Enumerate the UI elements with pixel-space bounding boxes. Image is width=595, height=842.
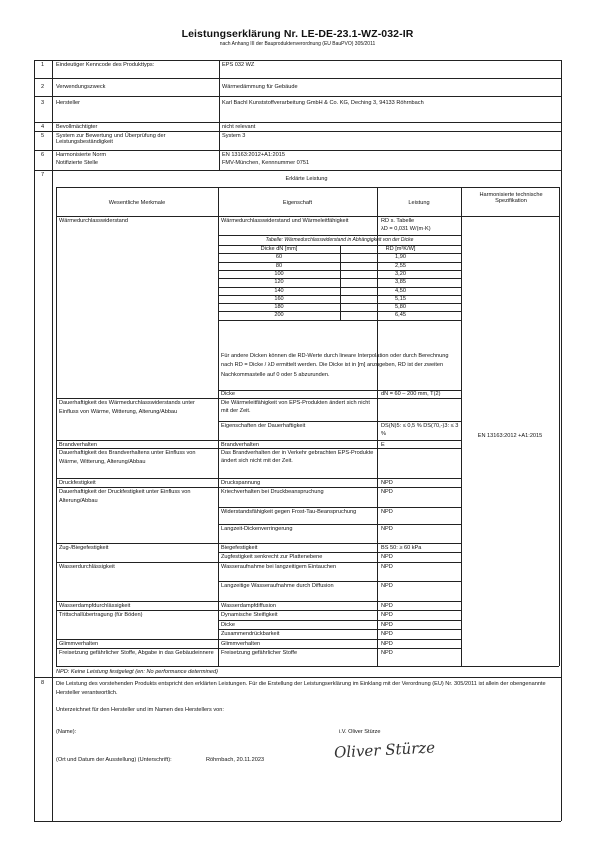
- inner-cell-rd: 3,85: [395, 279, 406, 286]
- frame-bottom: [34, 821, 561, 822]
- col-header-merkmale: Wesentliche Merkmale: [108, 200, 166, 206]
- col-header-eigenschaft: Eigenschaft: [282, 200, 313, 206]
- inner-cell-dicke: 140: [274, 287, 284, 294]
- merkmal-cell: Brandverhalten: [59, 442, 97, 448]
- inner-cell-dicke: 100: [274, 270, 284, 277]
- merkmal-cell: Trittschallübertragung (für Böden): [59, 612, 143, 618]
- inner-cell-rd: 1,90: [395, 254, 406, 261]
- row-value-kenncode: EPS 032 WZ: [222, 62, 255, 68]
- leistung-cell: NPD: [381, 603, 393, 609]
- inner-cell-rd: 6,45: [395, 312, 406, 319]
- merkmal-cell: Wasserdampfdurchlässigkeit: [59, 603, 131, 609]
- document-title: Leistungserklärung Nr. LE-DE-23.1-WZ-032-IR: [181, 28, 414, 40]
- inner-head-rd: RD [m²K/W]: [385, 246, 416, 252]
- inner-cell-rd: 5,15: [395, 295, 406, 302]
- merkmal-cell: Dauerhaftigkeit des Wärmedurchlasswiderstands unter Einfluss von Wärme, Witterung, Alterung/Abbau: [59, 400, 195, 415]
- section-title-erklaerte-leistung: Erklärte Leistung: [285, 176, 328, 182]
- row-value-norm: EN 13163:2012+A1:2015: [222, 152, 285, 158]
- inner-cell-dicke: 180: [274, 304, 284, 311]
- frame-top: [34, 60, 561, 61]
- eigenschaft-cell: Wasseraufnahme bei langzeitigem Eintauchen: [221, 564, 337, 570]
- eigenschaft-waermedurchlass: Wärmedurchlasswiderstand und Wärmeleitfähigkeit: [221, 218, 349, 224]
- number-column-line: [52, 60, 53, 821]
- row-number-7: 7: [41, 172, 45, 178]
- leistung-cell: NPD: [381, 612, 393, 618]
- handwritten-signature: Oliver Stürze: [333, 738, 436, 762]
- merkmal-cell: Dauerhaftigkeit der Druckfestigkeit unter Einfluss von Alterung/Abbau: [59, 489, 191, 504]
- eigenschaft-cell: Druckspannung: [221, 480, 261, 486]
- leistung-cell: NPD: [381, 509, 393, 515]
- value-column-line: [219, 60, 220, 170]
- inner-cell-rd: 4,50: [395, 287, 406, 294]
- interpolation-note: Für andere Dicken können die RD-Werte durch lineare Interpolation oder durch Berechnung nach RD = Dicke / λD ermittelt werden. Die Dicke ist in [m] anzugeben, RD ist der zweiten Nachkommastelle auf 0 oder 5 abzurunden.: [221, 353, 449, 378]
- frame-right: [561, 60, 562, 821]
- name-label: (Name):: [56, 729, 77, 735]
- row-number-4: 4: [41, 124, 45, 130]
- eigenschaft-cell: Kriechverhalten bei Druckbeanspruchung: [221, 489, 324, 495]
- leistung-cell: NPD: [381, 650, 393, 656]
- leistung-cell: E: [381, 442, 385, 448]
- document-subtitle: nach Anhang III der Bauproduktenverordnung (EU BauPVO) 305/2011: [219, 41, 376, 47]
- merkmal-cell: Druckfestigkeit: [59, 480, 96, 486]
- name-value: i.V. Oliver Stürze: [339, 729, 381, 735]
- inner-cell-dicke: 120: [274, 279, 284, 286]
- eigenschaft-cell: Wasserdampfdiffusion: [221, 603, 277, 609]
- row-value-system: System 3: [222, 133, 246, 139]
- eigenschaft-cell: Dicke: [221, 622, 235, 628]
- leistung-cell: NPD: [381, 583, 393, 589]
- eigenschaft-cell: Langzeit-Dickenverringerung: [221, 526, 293, 532]
- leistung-cell: NPD: [381, 489, 393, 495]
- eigenschaft-cell: Die Wärmeleitfähigkeit von EPS-Produkten ändert sich nicht mit der Zeit.: [221, 400, 370, 415]
- spec-value: EN 13163:2012 +A1:2015: [477, 433, 543, 439]
- leistung-rd: RD s. Tabelle: [381, 218, 415, 224]
- row-label-stelle: Notifizierte Stelle: [56, 160, 98, 166]
- row-label-verwendung: Verwendungszweck: [56, 84, 106, 90]
- inner-cell-dicke: 60: [275, 254, 283, 261]
- place-date-label: (Ort und Datum der Ausstellung) (Unterschrift):: [56, 757, 172, 763]
- merkmal-waermedurchlasswiderstand: Wärmedurchlasswiderstand: [59, 218, 129, 224]
- eigenschaft-dicke: Dicke: [221, 391, 235, 397]
- eigenschaft-cell: Eigenschaften der Dauerhaftigkeit: [221, 423, 306, 429]
- inner-cell-dicke: 200: [274, 312, 284, 319]
- eigenschaft-cell: Zusammendrückbarkeit: [221, 631, 280, 637]
- merkmal-cell: Glimmverhalten: [59, 641, 99, 647]
- npd-note: NPD: Keine Leistung festgelegt (en: No performance determined): [56, 669, 218, 675]
- eigenschaft-cell: Das Brandverhalten der in Verkehr gebrachten EPS-Produkte ändert sich nicht mit der Zeit.: [221, 450, 374, 465]
- leistung-cell: NPD: [381, 622, 393, 628]
- inner-cell-dicke: 80: [275, 262, 283, 269]
- leistung-cell: NPD: [381, 526, 393, 532]
- place-date-value: Röhrnbach, 20.11.2023: [206, 757, 265, 763]
- row-number-1: 1: [41, 62, 45, 68]
- perf-table-bottom: [56, 666, 559, 667]
- row-number-5: 5: [41, 133, 45, 139]
- leistung-cell: DS(N)5: ≤ 0,5 % DS(70,-)3: ≤ 3 %: [381, 423, 459, 437]
- eigenschaft-cell: Glimmverhalten: [221, 641, 261, 647]
- inner-cell-rd: 5,80: [395, 304, 406, 311]
- merkmal-cell: Wasserdurchlässigkeit: [59, 564, 115, 570]
- leistung-dicke: dN = 60 – 200 mm, T(2): [381, 391, 441, 397]
- eigenschaft-cell: Freisetzung gefährlicher Stoffe: [221, 650, 298, 656]
- row-label-bevollmaechtigter: Bevollmächtigter: [56, 124, 98, 130]
- leistung-cell: NPD: [381, 480, 393, 486]
- merkmal-cell: Dauerhaftigkeit des Brandverhaltens unter Einfluss von Wärme, Witterung, Alterung/Abbau: [59, 450, 196, 465]
- inner-cell-dicke: 160: [274, 295, 284, 302]
- row-value-bevollmaechtigter: nicht relevant: [222, 124, 256, 130]
- inner-table-rule: [218, 320, 461, 321]
- row-label-norm: Harmonisierte Norm: [56, 152, 107, 158]
- row-label-system: System zur Bewertung und Überprüfung der Leistungsbeständigkeit: [56, 133, 166, 146]
- inner-head-dicke: Dicke dN [mm]: [260, 246, 298, 252]
- row-value-stelle: FMV-München, Kennnummer 0751: [222, 160, 310, 166]
- leistung-lambda: λD = 0,031 W/(m·K): [381, 226, 431, 232]
- eigenschaft-cell: Biegefestigkeit: [221, 545, 258, 551]
- row-label-hersteller: Hersteller: [56, 100, 80, 106]
- row-number-6: 6: [41, 152, 45, 158]
- inner-cell-rd: 2,55: [395, 262, 406, 269]
- leistung-cell: NPD: [381, 564, 393, 570]
- col-header-leistung: Leistung: [408, 200, 430, 206]
- inner-table-caption: Tabelle: Wärmedurchlasswiderstand in Abhängigkeit von der Dicke: [265, 237, 414, 243]
- row-number-2: 2: [41, 84, 45, 90]
- col-header-spezifikation: Harmonisierte technische Spezifikation: [479, 192, 543, 205]
- merkmal-cell: Zug-/Biegefestigkeit: [59, 545, 109, 551]
- row-label-kenncode: Eindeutiger Kenncode des Produkttyps:: [56, 62, 155, 68]
- eigenschaft-cell: Zugfestigkeit senkrecht zur Plattenebene: [221, 554, 323, 560]
- leistung-cell: BS 50: ≥ 60 kPa: [381, 545, 422, 551]
- perf-table-top: [56, 187, 559, 188]
- row-number-3: 3: [41, 100, 45, 106]
- inner-cell-rd: 3,20: [395, 270, 406, 277]
- row-value-hersteller: Karl Bachl Kunststoffverarbeitung GmbH & Co. KG, Deching 3, 94133 Röhrnbach: [222, 100, 424, 106]
- signature-intro: Unterzeichnet für den Hersteller und im Namen des Herstellers von:: [56, 707, 224, 713]
- frame-left: [34, 60, 35, 821]
- row-number-8: 8: [41, 680, 45, 686]
- eigenschaft-cell: Widerstandsfähigkeit gegen Frost-Tau-Beanspruchung: [221, 509, 357, 515]
- declaration-text: Die Leistung des vorstehenden Produkts entspricht den erklärten Leistungen. Für die Erstellung der Leistungserklärung im Einklang mit der Verordnung (EU) Nr. 305/2011 ist allein der obengenannte Hersteller verantwortlich.: [56, 681, 546, 696]
- leistung-cell: NPD: [381, 631, 393, 637]
- eigenschaft-cell: Brandverhalten: [221, 442, 259, 448]
- row-value-verwendung: Wärmedämmung für Gebäude: [222, 84, 298, 90]
- leistung-cell: NPD: [381, 554, 393, 560]
- perf-table-header-bottom: [56, 216, 559, 217]
- leistung-cell: NPD: [381, 641, 393, 647]
- eigenschaft-cell: Langzeitige Wasseraufnahme durch Diffusion: [221, 583, 334, 589]
- merkmal-cell: Freisetzung gefährlicher Stoffe, Abgabe in das Gebäudeinnere: [59, 650, 214, 656]
- eigenschaft-cell: Dynamische Steifigkeit: [221, 612, 278, 618]
